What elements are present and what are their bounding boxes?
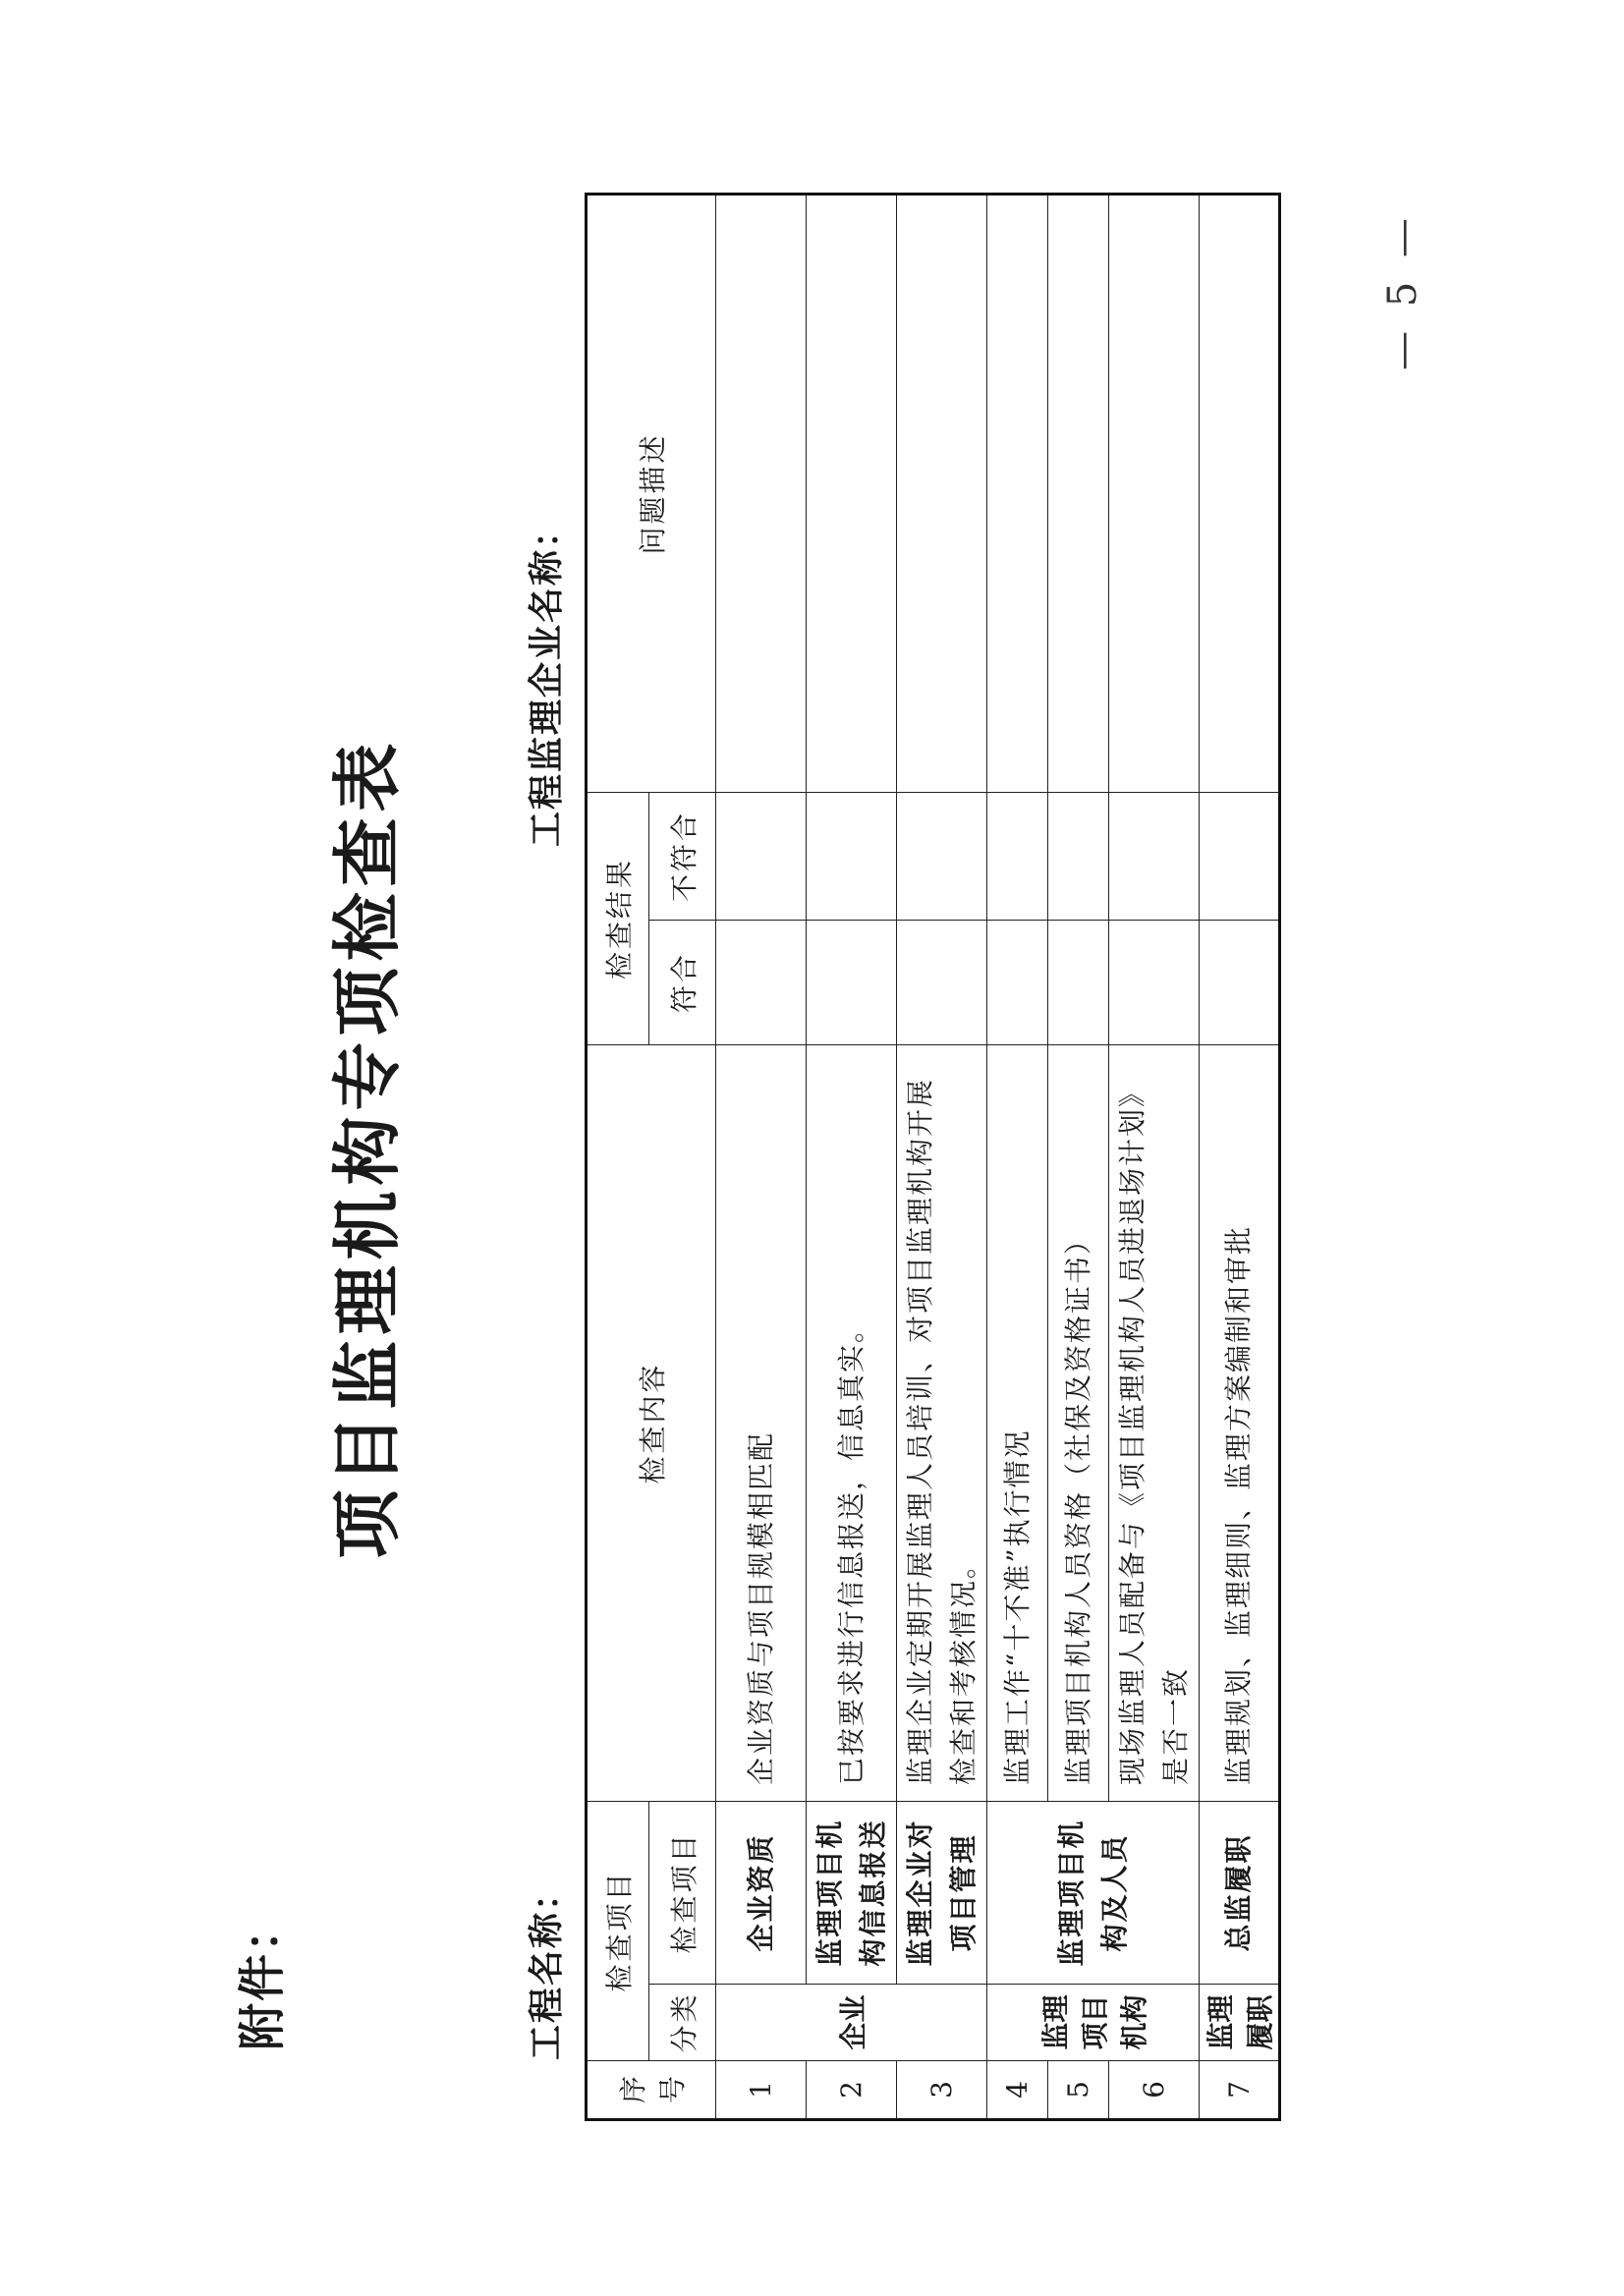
pass-cell[interactable] xyxy=(807,920,897,1044)
row-content: 监理工作“十不准”执行情况 xyxy=(987,1044,1048,1801)
category-enterprise: 企业 xyxy=(716,1985,987,2061)
category-agency: 监理项目机构 xyxy=(987,1985,1200,2061)
row-item: 总监履职 xyxy=(1200,1801,1280,1984)
row-item: 监理企业对项目管理 xyxy=(897,1801,987,1984)
inspection-table xyxy=(585,193,1281,2121)
issue-cell[interactable] xyxy=(987,194,1048,792)
header-content: 检查内容 xyxy=(587,1044,716,1801)
header-seq: 序号 xyxy=(587,2061,716,2120)
row-number: 4 xyxy=(987,2061,1048,2120)
pass-cell[interactable] xyxy=(987,920,1048,1044)
table-row xyxy=(807,194,897,2119)
row-item: 监理项目机构信息报送 xyxy=(807,1801,897,1984)
fail-cell[interactable] xyxy=(1200,792,1280,920)
issue-cell[interactable] xyxy=(1109,194,1200,792)
header-result: 检查结果 xyxy=(587,792,649,1044)
row-content: 监理规划、监理细则、监理方案编制和审批 xyxy=(1200,1044,1280,1801)
header-category: 分类 xyxy=(649,1985,716,2061)
table-row xyxy=(716,194,807,2119)
document-title: 项目监理机构专项检查表 xyxy=(326,737,408,1559)
fail-cell[interactable] xyxy=(807,792,897,920)
row-content: 现场监理人员配备与《项目监理机构人员进退场计划》是否一致 xyxy=(1109,1044,1200,1801)
row-number: 1 xyxy=(716,2061,807,2120)
fail-cell[interactable] xyxy=(987,792,1048,920)
page-number: — 5 — xyxy=(1380,212,1426,370)
pass-cell[interactable] xyxy=(1200,920,1280,1044)
header-item: 检查项目 xyxy=(649,1801,716,1984)
issue-cell[interactable] xyxy=(897,194,987,792)
row-content: 监理企业定期开展监理人员培训、对项目监理机构开展检查和考核情况。 xyxy=(897,1044,987,1801)
issue-cell[interactable] xyxy=(1200,194,1280,792)
fail-cell[interactable] xyxy=(1048,792,1109,920)
row-item: 企业资质 xyxy=(716,1801,807,1984)
category-duty: 监理履职 xyxy=(1200,1985,1280,2061)
issue-cell[interactable] xyxy=(716,194,807,792)
fail-cell[interactable] xyxy=(716,792,807,920)
row-content: 已按要求进行信息报送，信息真实。 xyxy=(807,1044,897,1801)
fail-cell[interactable] xyxy=(1109,792,1200,920)
row-content: 监理项目机构人员资格（社保及资格证书） xyxy=(1048,1044,1109,1801)
row-number: 6 xyxy=(1109,2061,1200,2120)
header-fail: 不符合 xyxy=(649,792,716,920)
header-pass: 符合 xyxy=(649,920,716,1044)
row-number: 5 xyxy=(1048,2061,1109,2120)
table-row xyxy=(1200,194,1280,2119)
pass-cell[interactable] xyxy=(1048,920,1109,1044)
row-content: 企业资质与项目规模相匹配 xyxy=(716,1044,807,1801)
pass-cell[interactable] xyxy=(897,920,987,1044)
table-row xyxy=(897,194,987,2119)
attachment-label: 附件： xyxy=(235,1902,290,2050)
pass-cell[interactable] xyxy=(716,920,807,1044)
company-name-label: 工程监理企业名称： xyxy=(526,510,567,847)
fail-cell[interactable] xyxy=(897,792,987,920)
row-number: 2 xyxy=(807,2061,897,2120)
pass-cell[interactable] xyxy=(1109,920,1200,1044)
row-item: 监理项目机构及人员 xyxy=(987,1801,1200,1984)
header-check-item: 检查项目 xyxy=(587,1801,649,2060)
row-number: 7 xyxy=(1200,2061,1280,2120)
header-row-1 xyxy=(587,194,649,2119)
header-issue: 问题描述 xyxy=(587,194,716,792)
issue-cell[interactable] xyxy=(1048,194,1109,792)
issue-cell[interactable] xyxy=(807,194,897,792)
project-name-label: 工程名称： xyxy=(526,1873,567,2060)
row-number: 3 xyxy=(897,2061,987,2120)
table-row xyxy=(987,194,1048,2119)
